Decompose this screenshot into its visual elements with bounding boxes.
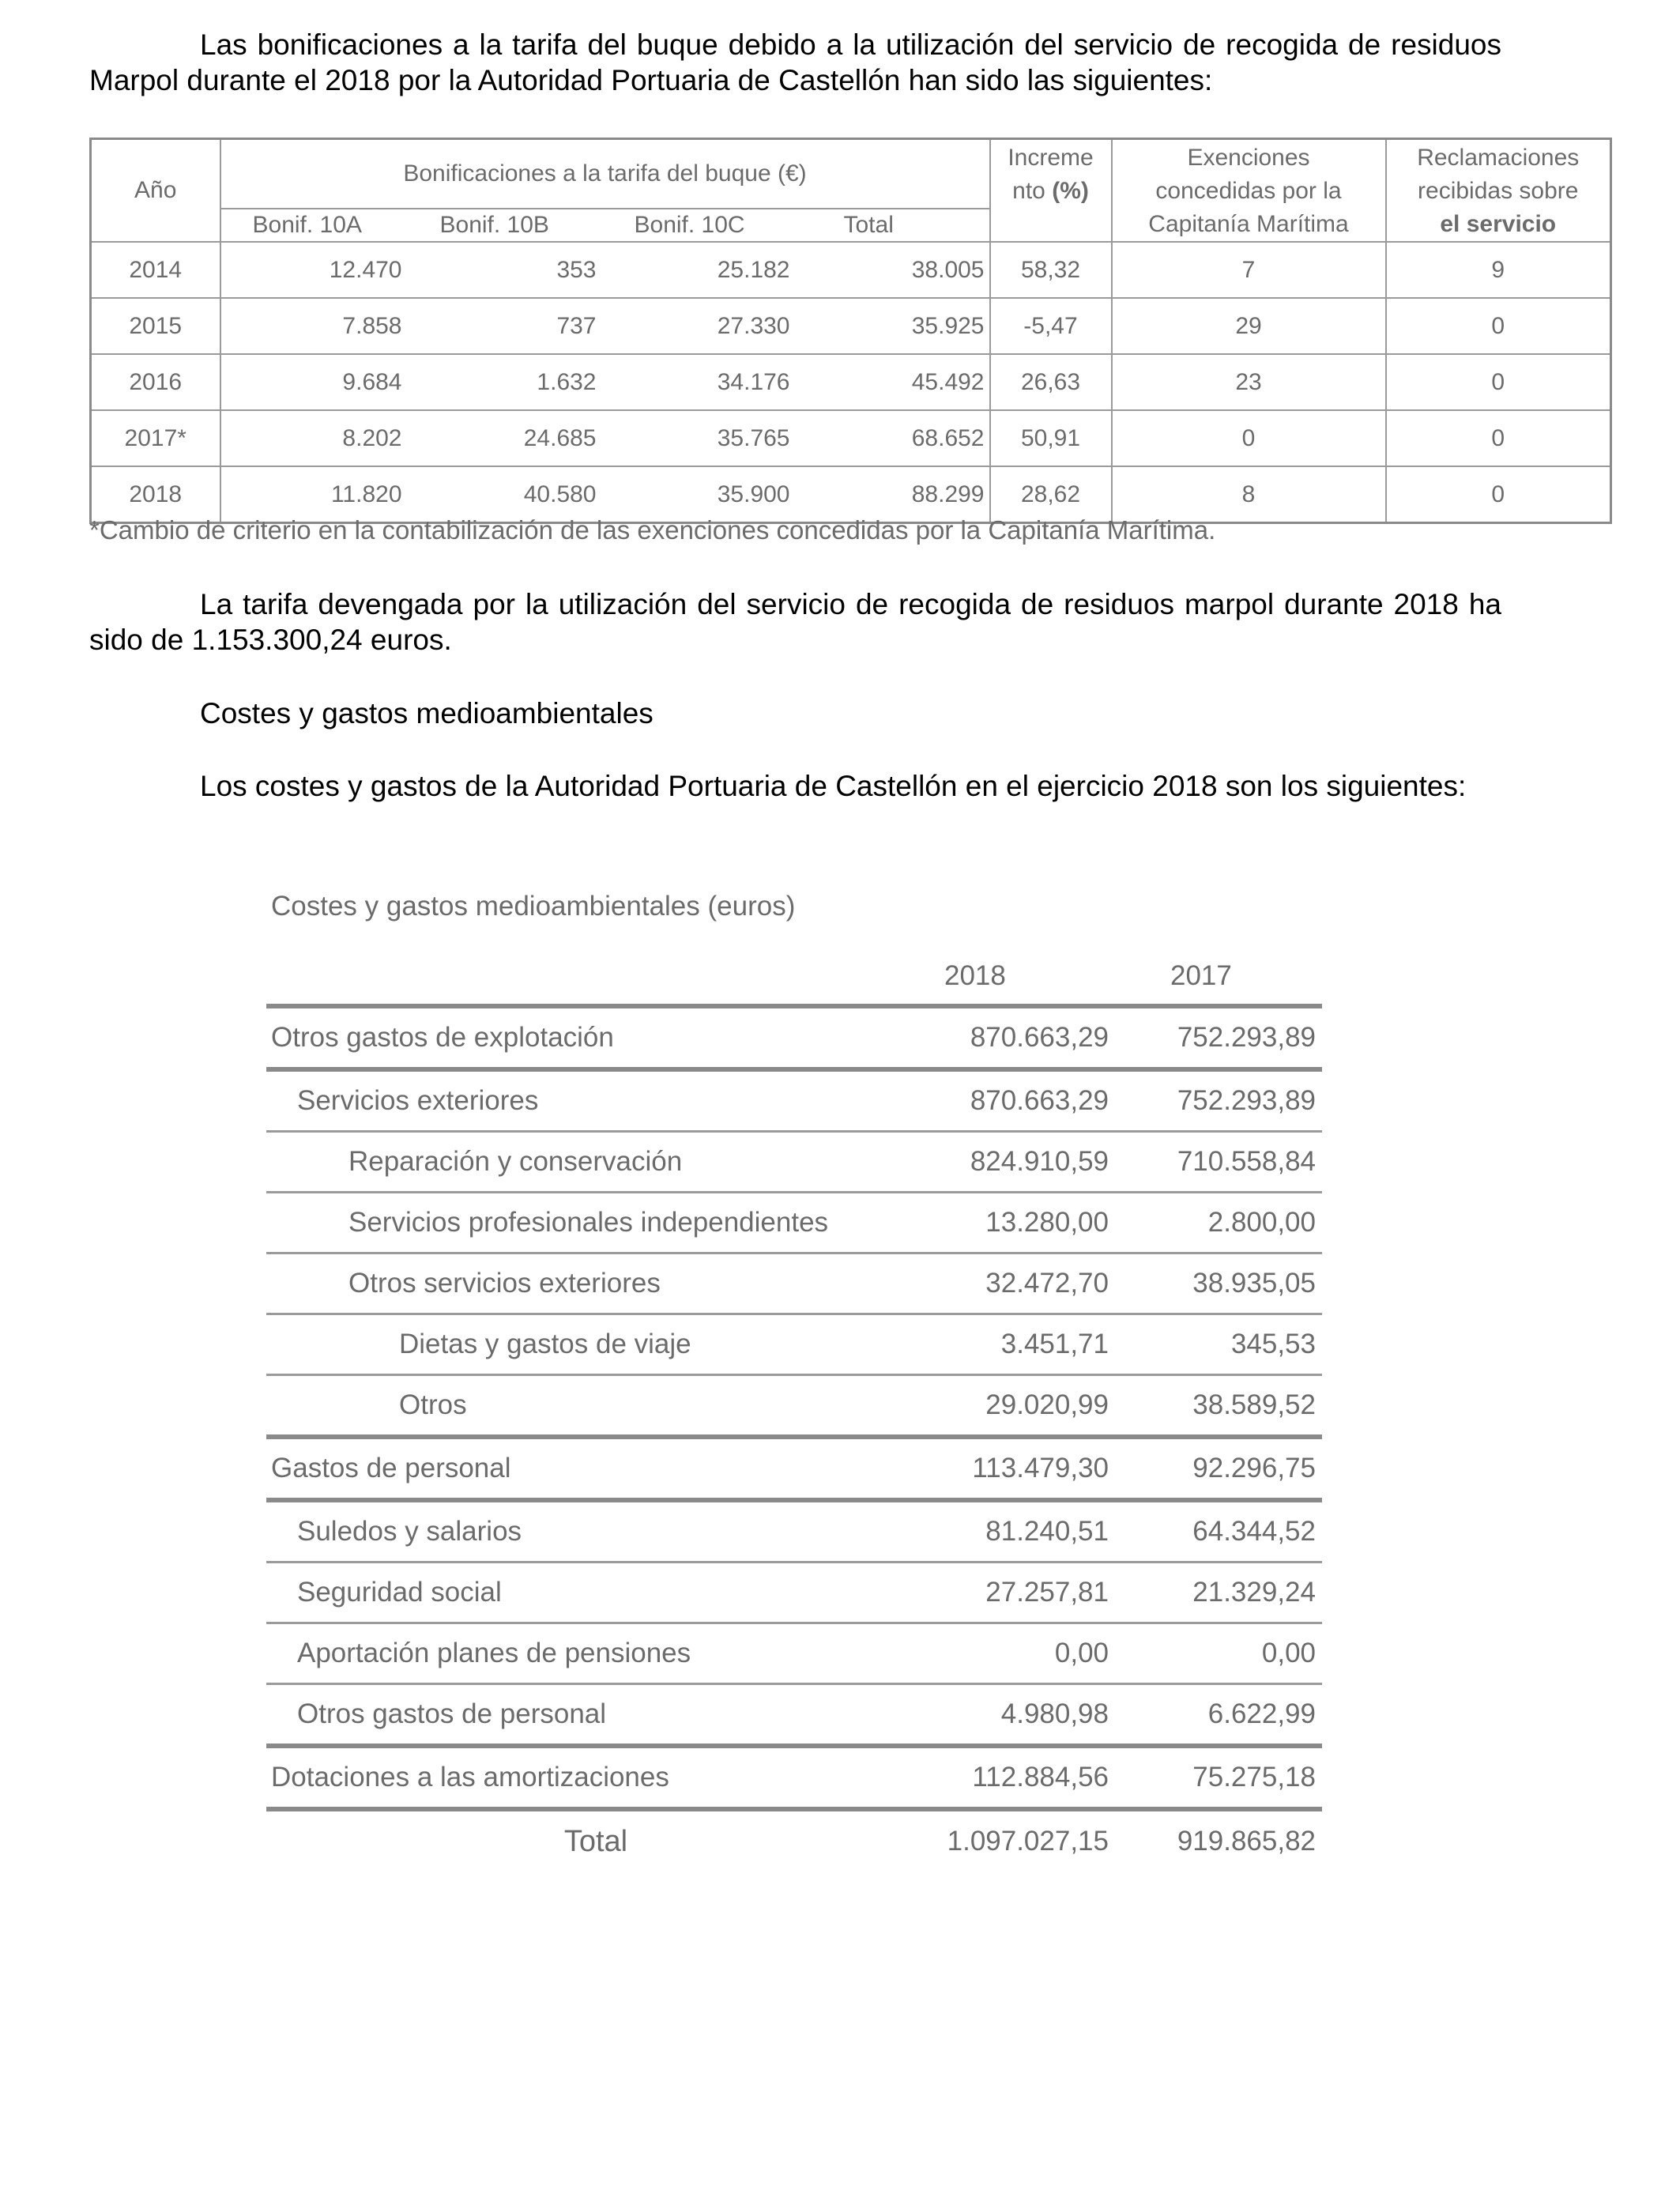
row-value-2018: 3.451,71 <box>925 1314 1115 1375</box>
row-label: Seguridad social <box>266 1563 925 1623</box>
total-label: Total <box>563 1824 628 1858</box>
row-value-2017: 38.589,52 <box>1115 1375 1322 1438</box>
row-bonif-10a: 12.470 <box>220 242 409 298</box>
row-increment: 50,91 <box>990 410 1112 466</box>
costs-header-row <box>266 948 1322 1006</box>
row-value-2017: 64.344,52 <box>1115 1500 1322 1563</box>
row-label: Otros gastos de personal <box>266 1684 925 1747</box>
bonificaciones-table <box>89 138 1612 524</box>
table-row <box>266 1193 1322 1253</box>
row-bonif-10c: 34.176 <box>603 354 797 410</box>
col-claims-header <box>1386 139 1611 243</box>
costs-table <box>266 948 1322 1872</box>
row-label: Dietas y gastos de viaje <box>266 1314 925 1375</box>
table-row <box>266 1746 1322 1809</box>
row-increment: 58,32 <box>990 242 1112 298</box>
row-bonif-10a: 7.858 <box>220 298 409 354</box>
intro-paragraph <box>89 27 1501 98</box>
row-total: 68.652 <box>797 410 990 466</box>
table-row <box>266 1500 1322 1563</box>
claims-header-line2: recibidas sobre <box>1418 178 1579 204</box>
row-claims: 0 <box>1386 298 1611 354</box>
row-label: Reparación y conservación <box>266 1132 925 1193</box>
row-bonif-10b: 353 <box>409 242 603 298</box>
bonif-group-header: Bonificaciones a la tarifa del buque (€) <box>220 139 990 209</box>
year-2018-header: 2018 <box>925 948 1115 1006</box>
row-exemptions: 23 <box>1112 354 1386 410</box>
table-row <box>266 1375 1322 1438</box>
row-label: Suledos y salarios <box>266 1500 925 1563</box>
row-value-2018: 27.257,81 <box>925 1563 1115 1623</box>
col-exemptions-header <box>1112 139 1386 243</box>
increment-header-line2: nto <box>1012 178 1045 204</box>
table-row <box>91 298 1611 354</box>
row-bonif-10c: 35.765 <box>603 410 797 466</box>
row-bonif-10b: 1.632 <box>409 354 603 410</box>
tariff-text: La tarifa devengada por la utilización del servicio de recogida de residuos marpol durante 2018 ha sido de 1.153.300,24 euros. <box>89 588 1501 656</box>
row-value-2018: 870.663,29 <box>925 1069 1115 1132</box>
row-total: 45.492 <box>797 354 990 410</box>
total-row <box>266 1809 1322 1872</box>
table-row <box>266 1069 1322 1132</box>
row-value-2018: 870.663,29 <box>925 1006 1115 1069</box>
row-value-2017: 0,00 <box>1115 1623 1322 1684</box>
total-value-2018: 1.097.027,15 <box>947 1826 1109 1857</box>
row-value-2018: 0,00 <box>925 1623 1115 1684</box>
row-label: Otros gastos de explotación <box>266 1006 925 1069</box>
tariff-paragraph <box>89 586 1501 658</box>
row-value-2017: 2.800,00 <box>1115 1193 1322 1253</box>
footnote: *Cambio de criterio en la contabilización de las exenciones concedidas por la Capitanía Marítima. <box>89 515 1216 545</box>
row-value-2018: 112.884,56 <box>925 1746 1115 1809</box>
row-label: Otros <box>266 1375 925 1438</box>
col-increment-header <box>990 139 1112 243</box>
costs-text: Los costes y gastos de la Autoridad Portuaria de Castellón en el ejercicio 2018 son los siguientes: <box>200 770 1467 802</box>
row-value-2017: 92.296,75 <box>1115 1437 1322 1500</box>
table-row <box>266 1623 1322 1684</box>
table-row <box>266 1563 1322 1623</box>
table-row <box>91 354 1611 410</box>
sub-header-10c: Bonif. 10C <box>603 209 797 242</box>
row-year: 2018 <box>91 466 220 523</box>
row-claims: 9 <box>1386 242 1611 298</box>
table-row <box>91 466 1611 523</box>
row-value-2018: 29.020,99 <box>925 1375 1115 1438</box>
row-exemptions: 7 <box>1112 242 1386 298</box>
row-value-2017: 752.293,89 <box>1115 1069 1322 1132</box>
row-value-2017: 38.935,05 <box>1115 1253 1322 1314</box>
table-row <box>91 410 1611 466</box>
row-label: Servicios exteriores <box>266 1069 925 1132</box>
table-row <box>266 1684 1322 1747</box>
increment-header-unit: (%) <box>1052 178 1089 204</box>
exemptions-header-line1: Exenciones <box>1187 145 1310 171</box>
row-label: Aportación planes de pensiones <box>266 1623 925 1684</box>
row-total: 88.299 <box>797 466 990 523</box>
row-bonif-10a: 9.684 <box>220 354 409 410</box>
row-exemptions: 8 <box>1112 466 1386 523</box>
costs-paragraph <box>89 768 1501 804</box>
row-increment: -5,47 <box>990 298 1112 354</box>
section-heading: Costes y gastos medioambientales <box>200 697 654 729</box>
row-year: 2014 <box>91 242 220 298</box>
row-value-2018: 13.280,00 <box>925 1193 1115 1253</box>
table-row <box>266 1006 1322 1069</box>
year-2017-header: 2017 <box>1115 948 1322 1006</box>
intro-text: Las bonificaciones a la tarifa del buque debido a la utilización del servicio de recogida de residuos Marpol durante el 2018 por la Autoridad Portuaria de Castellón han sido las siguientes: <box>89 28 1501 96</box>
col-year-header: Año <box>91 139 220 243</box>
row-label: Gastos de personal <box>266 1437 925 1500</box>
row-claims: 0 <box>1386 410 1611 466</box>
sub-header-total: Total <box>797 209 990 242</box>
row-exemptions: 29 <box>1112 298 1386 354</box>
row-value-2018: 113.479,30 <box>925 1437 1115 1500</box>
row-claims: 0 <box>1386 466 1611 523</box>
table-row <box>91 242 1611 298</box>
costs-table-title: Costes y gastos medioambientales (euros) <box>271 891 796 922</box>
exemptions-header-line3: Capitanía Marítima <box>1148 211 1349 237</box>
row-bonif-10b: 737 <box>409 298 603 354</box>
table-row <box>266 1132 1322 1193</box>
row-value-2017: 752.293,89 <box>1115 1006 1322 1069</box>
row-value-2018: 824.910,59 <box>925 1132 1115 1193</box>
row-total: 38.005 <box>797 242 990 298</box>
row-bonif-10c: 25.182 <box>603 242 797 298</box>
row-bonif-10b: 40.580 <box>409 466 603 523</box>
row-value-2018: 81.240,51 <box>925 1500 1115 1563</box>
exemptions-header-line2: concedidas por la <box>1155 178 1342 204</box>
row-increment: 28,62 <box>990 466 1112 523</box>
row-bonif-10c: 35.900 <box>603 466 797 523</box>
row-label: Dotaciones a las amortizaciones <box>266 1746 925 1809</box>
row-label: Servicios profesionales independientes <box>266 1193 925 1253</box>
row-bonif-10a: 8.202 <box>220 410 409 466</box>
total-value-2017: 919.865,82 <box>1177 1826 1316 1857</box>
claims-header-line3: el servicio <box>1440 211 1557 237</box>
row-bonif-10c: 27.330 <box>603 298 797 354</box>
row-value-2017: 710.558,84 <box>1115 1132 1322 1193</box>
row-value-2017: 345,53 <box>1115 1314 1322 1375</box>
row-claims: 0 <box>1386 354 1611 410</box>
row-year: 2015 <box>91 298 220 354</box>
row-total: 35.925 <box>797 298 990 354</box>
row-bonif-10a: 11.820 <box>220 466 409 523</box>
row-label: Otros servicios exteriores <box>266 1253 925 1314</box>
row-bonif-10b: 24.685 <box>409 410 603 466</box>
table-row <box>266 1253 1322 1314</box>
claims-header-line1: Reclamaciones <box>1417 145 1580 171</box>
row-value-2017: 21.329,24 <box>1115 1563 1322 1623</box>
table-row <box>266 1314 1322 1375</box>
row-exemptions: 0 <box>1112 410 1386 466</box>
row-year: 2017* <box>91 410 220 466</box>
row-value-2018: 4.980,98 <box>925 1684 1115 1747</box>
row-year: 2016 <box>91 354 220 410</box>
row-increment: 26,63 <box>990 354 1112 410</box>
row-value-2017: 6.622,99 <box>1115 1684 1322 1747</box>
table-row <box>266 1437 1322 1500</box>
increment-header-line1: Increme <box>1008 145 1094 171</box>
row-value-2017: 75.275,18 <box>1115 1746 1322 1809</box>
row-value-2018: 32.472,70 <box>925 1253 1115 1314</box>
sub-header-10b: Bonif. 10B <box>409 209 603 242</box>
sub-header-10a: Bonif. 10A <box>220 209 409 242</box>
